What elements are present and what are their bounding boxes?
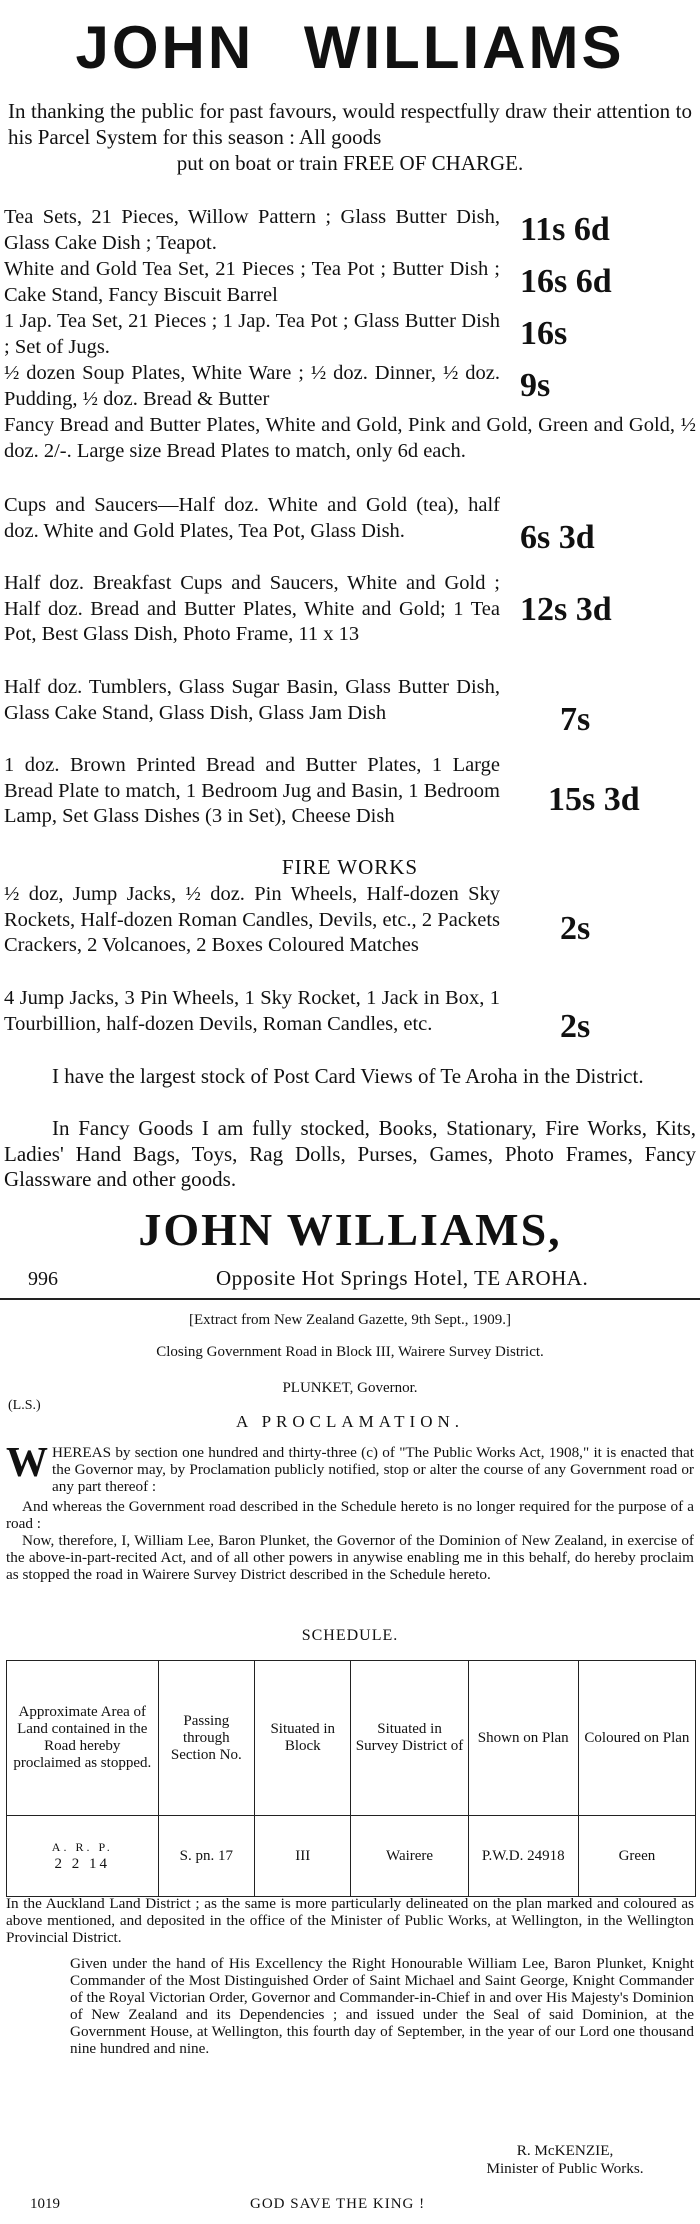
ad-intro-free-charge: put on boat or train FREE OF CHARGE. bbox=[176, 151, 524, 175]
item-price: 9s bbox=[520, 367, 551, 404]
proclamation-paragraph: In the Auckland Land District ; as the same is more particularly delineated on the plan marked and coloured as above mentioned, and deposited in the office of the Minister of Public Works, at Wellington, in the Wellington Provincial District. bbox=[6, 1895, 694, 1946]
fireworks-item bbox=[0, 882, 700, 986]
item-price: 16s 6d bbox=[520, 263, 612, 300]
price-item bbox=[0, 361, 700, 413]
table-header-row bbox=[7, 1661, 696, 1816]
ad-intro bbox=[8, 98, 692, 176]
fireworks-item bbox=[0, 986, 700, 1064]
price-item bbox=[0, 675, 700, 753]
item-description: ½ dozen Soup Plates, White Ware ; ½ doz. Dinner, ½ doz. Pudding, ½ doz. Bread & Butter bbox=[4, 362, 500, 410]
table-header: Situated in Survey District of bbox=[351, 1661, 468, 1816]
item-price: 6s 3d bbox=[520, 519, 595, 556]
proclamation-paragraph: Now, therefore, I, William Lee, Baron Plunket, the Governor of the Dominion of New Zealand, in exercise of the above-in-part-recited Act, and of all other powers in anywise enabling me in this behalf, do hereby proclaim as stopped the road in Wairere Survey District described in the Schedule hereto. bbox=[6, 1532, 694, 1583]
item-description: White and Gold Tea Set, 21 Pieces ; Tea Pot ; Butter Dish ; Cake Stand, Fancy Biscuit Barrel bbox=[4, 258, 500, 306]
proclamation-paragraph: And whereas the Government road described in the Schedule hereto is no longer required for the purpose of a road : bbox=[6, 1498, 694, 1532]
ad-address: Opposite Hot Springs Hotel, TE AROHA. bbox=[216, 1266, 589, 1290]
item-price: 11s 6d bbox=[520, 211, 610, 248]
table-header: Situated in Block bbox=[255, 1661, 351, 1816]
price-item bbox=[0, 493, 700, 571]
price-item bbox=[0, 571, 700, 675]
proclamation-heading: A PROCLAMATION. bbox=[235, 1412, 465, 1431]
gazette-extract: [Extract from New Zealand Gazette, 9th Sept., 1909.] bbox=[189, 1312, 511, 1328]
item-price: 16s bbox=[520, 315, 568, 352]
item-description: Half doz. Tumblers, Glass Sugar Basin, Glass Butter Dish, Glass Cake Stand, Glass Dish, Glass Jam Dish bbox=[4, 676, 500, 724]
item-price: 7s bbox=[560, 701, 591, 738]
drop-cap: W bbox=[6, 1440, 48, 1486]
fireworks-description: ½ doz, Jump Jacks, ½ doz. Pin Wheels, Half-dozen Sky Rockets, Half-dozen Roman Candles, Devils, etc., 2 Packets Crackers, 2 Volcanoes, 2 Boxes Coloured Matches bbox=[4, 883, 500, 956]
table-header: Shown on Plan bbox=[468, 1661, 578, 1816]
table-cell-plan: P.W.D. 24918 bbox=[468, 1816, 578, 1897]
table-cell-area bbox=[7, 1816, 159, 1897]
schedule-heading: SCHEDULE. bbox=[301, 1627, 399, 1644]
area-units: A. R. P. bbox=[51, 1840, 113, 1854]
gazette-governor: PLUNKET, Governor. bbox=[282, 1380, 418, 1396]
item-description: Half doz. Breakfast Cups and Saucers, White and Gold ; Half doz. Bread and Butter Plates, White and Gold; 1 Tea Pot, Best Glass Dish, Photo Frame, 11 x 13 bbox=[4, 572, 500, 645]
price-item bbox=[0, 257, 700, 309]
god-save-the-king: GOD SAVE THE KING ! bbox=[250, 2196, 426, 2212]
section-divider bbox=[0, 1298, 700, 1300]
proclamation-paragraph bbox=[6, 1440, 694, 1495]
fireworks-price: 2s bbox=[560, 910, 591, 947]
fancy-goods-note: In Fancy Goods I am fully stocked, Books, Stationary, Fire Works, Kits, Ladies' Hand Bags, Toys, Rag Dolls, Purses, Games, Photo Frames, Fancy Glassware and other goods. bbox=[4, 1116, 696, 1191]
item-description: Fancy Bread and Butter Plates, White and Gold, Pink and Gold, Green and Gold, ½ doz. 2/-. Large size Bread Plates to match, only 6d each. bbox=[4, 414, 696, 462]
gazette-closing-title: Closing Government Road in Block III, Wairere Survey District. bbox=[156, 1344, 544, 1360]
schedule-table bbox=[6, 1660, 696, 1897]
table-row bbox=[7, 1816, 696, 1897]
fireworks-description: 4 Jump Jacks, 3 Pin Wheels, 1 Sky Rocket, 1 Jack in Box, 1 Tourbillion, half-dozen Devils, Roman Candles, etc. bbox=[4, 987, 500, 1035]
item-description: Cups and Saucers—Half doz. White and Gold (tea), half doz. White and Gold Plates, Tea Pot, Glass Dish. bbox=[4, 494, 500, 542]
postcards-note: I have the largest stock of Post Card Views of Te Aroha in the District. bbox=[52, 1064, 644, 1088]
item-description: 1 doz. Brown Printed Bread and Butter Plates, 1 Large Bread Plate to match, 1 Bedroom Jug and Basin, 1 Bedroom Lamp, Set Glass Dishes (3 in Set), Cheese Dish bbox=[4, 754, 500, 827]
table-cell-section: S. pn. 17 bbox=[158, 1816, 254, 1897]
gazette-seal: (L.S.) bbox=[8, 1398, 41, 1413]
gazette-number: 1019 bbox=[30, 2196, 60, 2212]
proclamation-text: HEREAS by section one hundred and thirty-three (c) of "The Public Works Act, 1908," it is enacted that the Governor may, by Proclamation publicly notified, stop or alter the course of any Government road or any part thereof : bbox=[52, 1444, 694, 1495]
price-item bbox=[0, 413, 700, 493]
table-header: Coloured on Plan bbox=[578, 1661, 695, 1816]
price-item bbox=[0, 309, 700, 361]
ad-number: 996 bbox=[28, 1268, 58, 1290]
item-description: 1 Jap. Tea Set, 21 Pieces ; 1 Jap. Tea Pot ; Glass Butter Dish ; Set of Jugs. bbox=[4, 310, 500, 358]
item-price: 15s 3d bbox=[548, 781, 640, 818]
proclamation-given-under: Given under the hand of His Excellency the Right Honourable William Lee, Baron Plunket, Knight Commander of the Most Distinguished Order of Saint Michael and Saint George, Knight Commander of the Royal Victorian Order, Governor and Commander-in-Chief in and over His Majesty's Dominion of New Zealand and its Dependencies ; and issued under the Seal of said Dominion, at the Government House, at Wellington, this fourth day of September, in the year of our Lord one thousand nine hundred and nine. bbox=[70, 1955, 694, 2057]
price-item bbox=[0, 753, 700, 857]
ad-intro-line: In thanking the public for past favours, would respectfully draw their attention to his Parcel System for this season : All goods bbox=[8, 99, 692, 149]
ad-title: JOHN WILLIAMS bbox=[75, 14, 625, 81]
ad-signature: JOHN WILLIAMS, bbox=[138, 1204, 562, 1255]
item-description: Tea Sets, 21 Pieces, Willow Pattern ; Glass Butter Dish, Glass Cake Dish ; Teapot. bbox=[4, 206, 500, 254]
minister-signature: R. McKENZIE, bbox=[516, 2142, 614, 2159]
minister-title: Minister of Public Works. bbox=[486, 2160, 644, 2177]
fireworks-heading: FIRE WORKS bbox=[281, 855, 419, 879]
table-header: Approximate Area of Land contained in the Road hereby proclaimed as stopped. bbox=[7, 1661, 159, 1816]
price-item bbox=[0, 205, 700, 257]
table-cell-colour: Green bbox=[578, 1816, 695, 1897]
item-price: 12s 3d bbox=[520, 591, 612, 628]
area-values: 2 2 14 bbox=[54, 1856, 111, 1872]
table-header: Passing through Section No. bbox=[158, 1661, 254, 1816]
fireworks-price: 2s bbox=[560, 1008, 591, 1045]
table-cell-block: III bbox=[255, 1816, 351, 1897]
table-cell-district: Wairere bbox=[351, 1816, 468, 1897]
